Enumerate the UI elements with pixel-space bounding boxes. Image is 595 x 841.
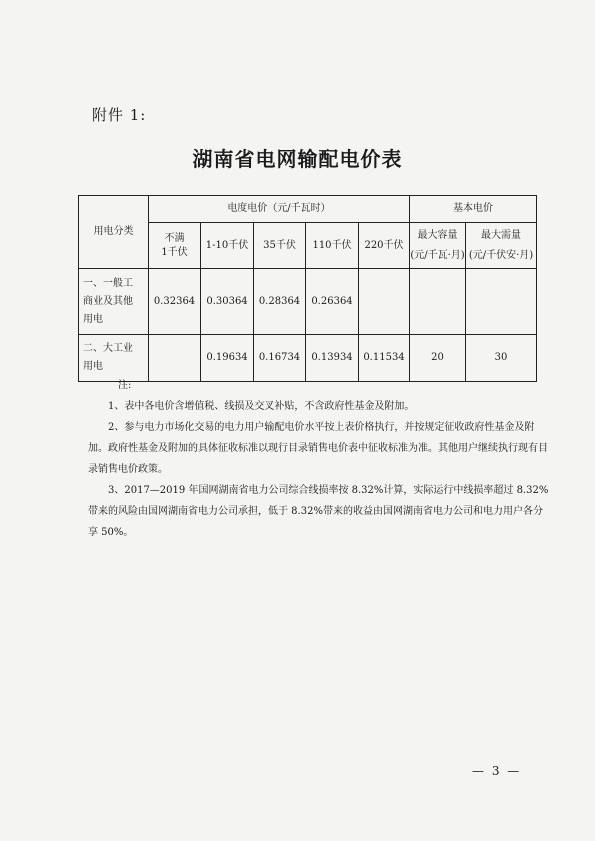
note-item-2: 2、参与电力市场化交易的电力用户输配电价水平按上表价格执行，并按规定征收政府性基金及附加。政府性基金及附加的具体征收标准以现行目录销售电价表中征收标准为准。其他用户继续执行现有目录销售电价政策。 <box>88 422 548 475</box>
price-cell: 0.16734 <box>254 335 306 382</box>
voltage-header-lt1kv: 不满 1千伏 <box>149 223 201 269</box>
energy-price-header: 电度电价（元/千瓦时） <box>149 196 410 223</box>
category-header: 用电分类 <box>79 196 149 269</box>
attachment-label: 附件 1: <box>92 106 147 124</box>
voltage-header-110kv: 110千伏 <box>306 223 359 269</box>
note-item-1: 1、表中各电价含增值税、线损及交叉补贴，不含政府性基金及附加。 <box>108 401 415 412</box>
page-title: 湖南省电网输配电价表 <box>192 147 403 171</box>
price-cell: 0.13934 <box>306 335 359 382</box>
tariff-table <box>78 195 537 382</box>
voltage-header-1-10kv: 1-10千伏 <box>201 223 254 269</box>
voltage-header-220kv: 220千伏 <box>359 223 410 269</box>
demand-header-unit: (元/千伏安·月) <box>468 249 534 261</box>
price-cell <box>359 269 410 335</box>
note-item-3: 3、2017—2019 年国网湖南省电力公司综合线损率按 8.32%计算，实际运行中线损率超过 8.32%带来的风险由国网湖南省电力公司承担，低于 8.32%带来的收益由国网湖南省电力公司和电力用户各分享 50%。 <box>88 485 549 538</box>
row-category: 二、大工业 用电 <box>79 335 149 382</box>
price-cell: 0.30364 <box>201 269 254 335</box>
notes-heading: 注: <box>118 380 132 391</box>
demand-header <box>466 223 537 269</box>
price-cell: 0.32364 <box>149 269 201 335</box>
capacity-header <box>410 223 466 269</box>
row-category: 一、一般工 商业及其他 用电 <box>79 269 149 335</box>
voltage-header-35kv: 35千伏 <box>254 223 306 269</box>
notes <box>88 375 550 543</box>
page-number: — 3 — <box>472 764 522 778</box>
demand-header-name: 最大需量 <box>481 229 521 241</box>
price-cell: 0.28364 <box>254 269 306 335</box>
demand-cell: 30 <box>466 335 537 382</box>
basic-price-header: 基本电价 <box>410 196 537 223</box>
capacity-cell: 20 <box>410 335 466 382</box>
price-cell: 0.11534 <box>359 335 410 382</box>
demand-cell <box>466 269 537 335</box>
capacity-header-name: 最大容量 <box>417 229 458 241</box>
table-row <box>79 269 537 335</box>
capacity-header-unit: (元/千瓦·月) <box>410 249 465 261</box>
price-cell: 0.26364 <box>306 269 359 335</box>
capacity-cell <box>410 269 466 335</box>
price-cell: 0.19634 <box>201 335 254 382</box>
